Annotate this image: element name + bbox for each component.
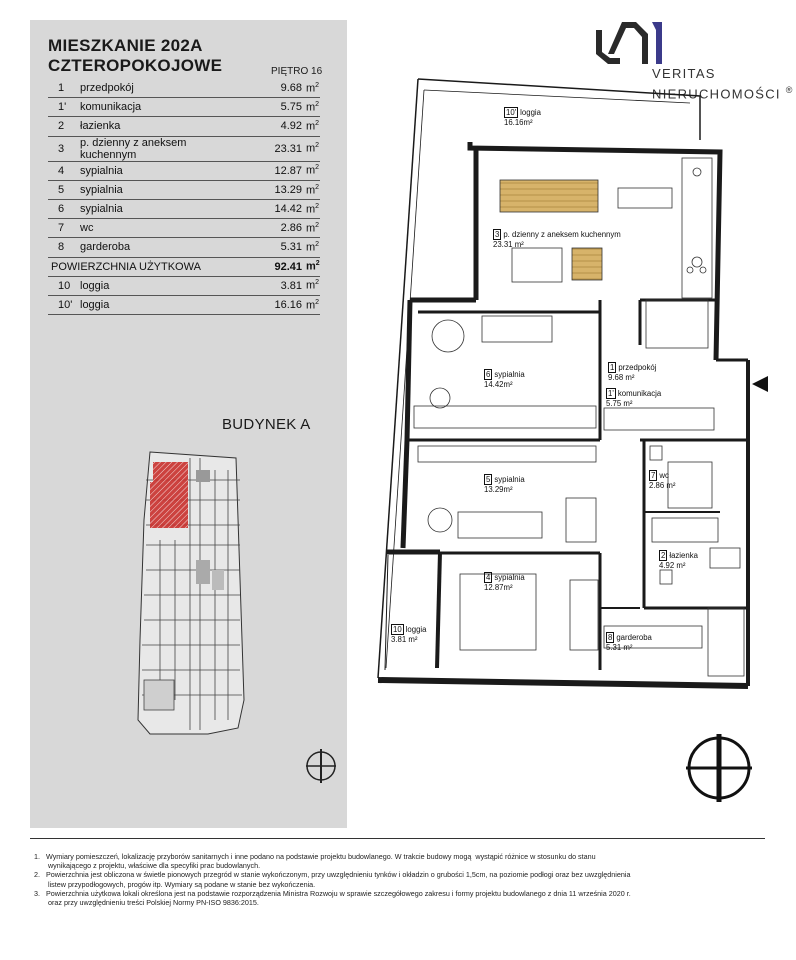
- plan-label-bedroom-4: 4 sypialnia 12.87m²: [484, 573, 525, 592]
- area-unit: $m^2$: [306, 295, 320, 314]
- building-key-plan: [138, 452, 244, 734]
- room-name: komunikacja: [80, 98, 232, 117]
- room-name: przedpokój: [80, 79, 232, 98]
- area-unit: $m^2$: [306, 219, 320, 238]
- room-number: 10': [48, 295, 80, 314]
- plan-label-bedroom-6: 6 sypialnia 14.42m²: [484, 370, 525, 389]
- plan-label-loggia-small: 10 loggia 3.81 m²: [391, 625, 427, 644]
- plan-label-loggia-big: 10' loggia 16.16m²: [504, 108, 541, 127]
- entrance-arrow-icon: [752, 376, 768, 392]
- note-line: wynikającego z projektu, właściwe dla specyfiki prac budowlanych.: [34, 861, 261, 871]
- room-number: 1: [48, 79, 80, 98]
- notes-divider: [30, 838, 765, 839]
- area-unit: $m^2$: [306, 276, 320, 295]
- room-area: 12.87: [232, 161, 306, 180]
- room-area: 92.41: [232, 257, 306, 276]
- area-unit: $m^2$: [306, 79, 320, 98]
- area-unit: $m^2$: [306, 257, 320, 276]
- building-label: BUDYNEK A: [222, 416, 311, 433]
- compass-icon-small: [306, 749, 336, 783]
- area-unit: $m^2$: [306, 199, 320, 218]
- area-unit: $m^2$: [306, 238, 320, 257]
- room-number: 8: [48, 238, 80, 257]
- room-area: 14.42: [232, 199, 306, 218]
- note-line: 1. Wymiary pomieszczeń, lokalizację przyborów sanitarnych i inne podano na podstawie projektu budowlanego. W trakcie budowy mogą wystąpić różnice w stosunku do stanu: [34, 852, 596, 861]
- room-name: sypialnia: [80, 180, 232, 199]
- room-area: 16.16: [232, 295, 306, 314]
- room-area: 5.31: [232, 238, 306, 257]
- room-number: 4: [48, 161, 80, 180]
- room-number: 1': [48, 98, 80, 117]
- room-area: 4.92: [232, 117, 306, 136]
- room-number: 7: [48, 219, 80, 238]
- room-area: 2.86: [232, 219, 306, 238]
- room-area: 13.29: [232, 180, 306, 199]
- plan-label-wardrobe: 8 garderoba 5.31 m²: [606, 633, 652, 652]
- plan-label-wc: 7 wc 2.86 m²: [649, 471, 676, 490]
- room-area: 3.81: [232, 276, 306, 295]
- logo-reg: ®: [785, 85, 794, 95]
- area-unit: $m^2$: [306, 117, 320, 136]
- note-line: listew przypodłogowych, progów itp. Wymiary są podane w stanie bez wykończenia.: [34, 879, 316, 889]
- plan-walls: [378, 79, 748, 686]
- plan-label-hall: 1 przedpokój 9.68 m²: [608, 363, 657, 382]
- logo-line1: VERITAS: [652, 66, 716, 81]
- floor-label: PIĘTRO 16: [271, 66, 323, 77]
- room-number: 6: [48, 199, 80, 218]
- room-area: 9.68: [232, 79, 306, 98]
- area-unit: $m^2$: [306, 98, 320, 117]
- room-number: 10: [48, 276, 80, 295]
- room-name: wc: [80, 219, 232, 238]
- plan-label-bathroom: 2 łazienka 4.92 m²: [659, 551, 698, 570]
- total-label: POWIERZCHNIA UŻYTKOWA: [48, 257, 232, 276]
- plan-label-communication: 1' komunikacja 5.75 m²: [606, 389, 662, 408]
- room-number: 3: [48, 136, 80, 161]
- plan-label-bedroom-5: 5 sypialnia 13.29m²: [484, 475, 525, 494]
- area-unit: $m^2$: [306, 180, 320, 199]
- room-name: p. dzienny z aneksem kuchennym: [80, 136, 232, 161]
- room-area: 5.75: [232, 98, 306, 117]
- logo-line2: NIERUCHOMOŚCI: [652, 86, 781, 102]
- room-name: loggia: [80, 276, 232, 295]
- compass-icon: [686, 734, 752, 802]
- room-name: garderoba: [80, 238, 232, 257]
- note-line: 3. Powierzchnia użytkowa lokali określona jest na podstawie rozporządzenia Ministra Rozwoju w sprawie szczegółowego zakresu i formy projektu budowlanego z dnia 11 września 2020 r.: [34, 888, 631, 898]
- plan-label-living: 3 p. dzienny z aneksem kuchennym 23.31 m²: [493, 230, 621, 249]
- room-number: 2: [48, 117, 80, 136]
- apartment-type: CZTEROPOKOJOWE: [48, 56, 223, 75]
- area-unit: $m^2$: [306, 161, 320, 180]
- room-name: łazienka: [80, 117, 232, 136]
- notes: [34, 852, 774, 907]
- room-name: sypialnia: [80, 199, 232, 218]
- note-line: 2. Powierzchnia jest obliczona w świetle pionowych przegród w stanie wykończonym, przy uwzględnieniu tynków i okładzin o grubości 1,5cm, na poziomie podłogi oraz bez uwzględnienia: [34, 870, 631, 880]
- area-unit: $m^2$: [306, 136, 320, 161]
- room-area: 23.31: [232, 136, 306, 161]
- room-number: 5: [48, 180, 80, 199]
- room-name: loggia: [80, 295, 232, 314]
- apartment-title: MIESZKANIE 202A: [48, 36, 203, 55]
- room-name: sypialnia: [80, 161, 232, 180]
- note-line: oraz przy uwzględnieniu treści Polskiej Normy PN-ISO 9836:2015.: [34, 898, 259, 908]
